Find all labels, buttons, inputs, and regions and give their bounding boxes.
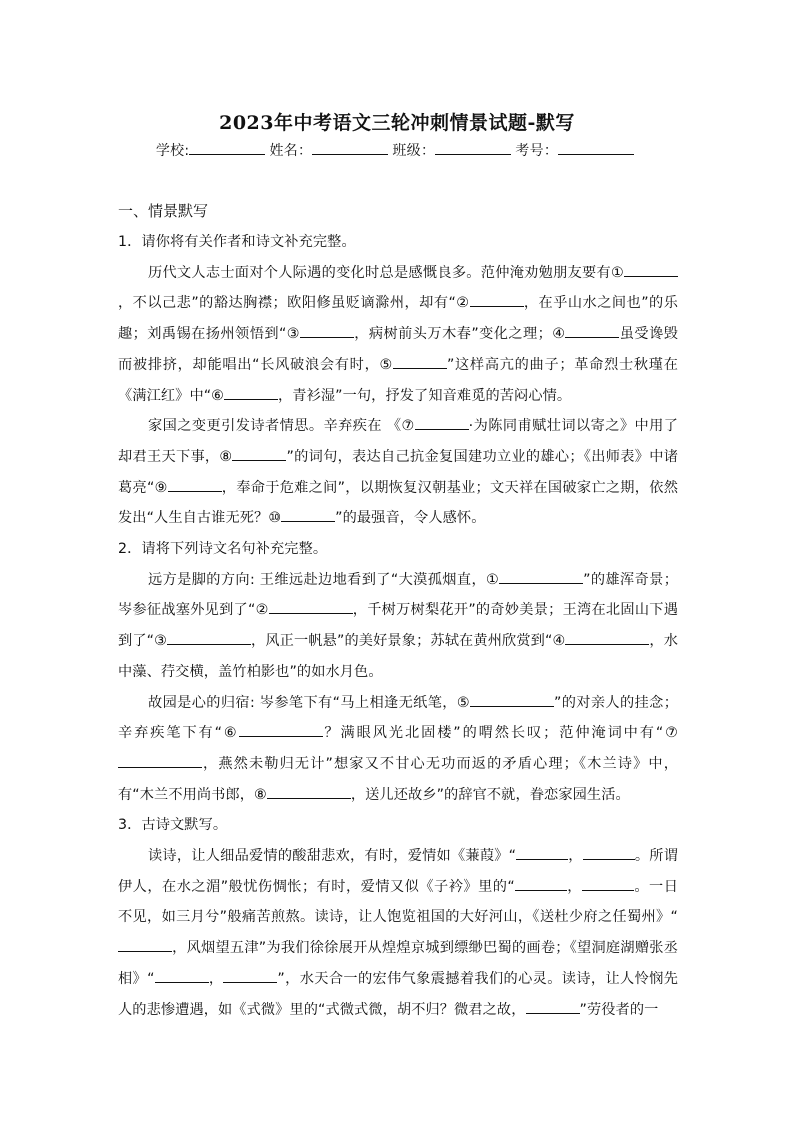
text-run: ，奉命于危难之间”，以期恢复汉朝基业；文天祥在国破家亡之期，依然发出“人生自古谁无死？⑩	[118, 479, 678, 527]
text-run: ，水中藻、荇交横，盖竹柏影也”的如水月色。	[118, 633, 678, 680]
name-blank[interactable]	[312, 140, 388, 155]
question-1-paragraph-1	[118, 258, 678, 412]
text-run: 。所谓伊人，在水之湄”般忧伤惆怅；有时，爱情又似《子衿》里的“	[118, 848, 679, 895]
questions-body	[118, 227, 678, 1025]
answer-blank[interactable]	[281, 521, 335, 522]
question-3-heading: 3．古诗文默写。	[118, 817, 228, 834]
class-label: 班级：	[392, 143, 436, 159]
answer-blank[interactable]	[118, 951, 172, 952]
text-run: ，风正一帆悬”的美好景象；苏轼在黄州欣赏到“④	[251, 633, 566, 650]
text-run: ”的对亲人的挂念；辛弃疾笔下有“⑥	[118, 694, 678, 742]
answer-blank[interactable]	[516, 859, 568, 860]
text-run: ，在乎山水之间也”的乐趣；刘禹锡在扬州领悟到“③	[118, 295, 679, 343]
answer-blank[interactable]	[526, 1013, 580, 1014]
text-run: ，	[566, 878, 582, 895]
answer-blank[interactable]	[223, 982, 277, 983]
text-run: ·为陈同甫赋壮词以寄之》中用了却君王天下事，⑧	[118, 418, 678, 465]
text-run: ，送儿还故乡”的辞官不就，眷恋家园生活。	[350, 786, 630, 803]
text-run: ，	[568, 848, 583, 865]
class-blank[interactable]	[435, 140, 511, 155]
answer-blank[interactable]	[470, 306, 524, 307]
text-run: 虽受谗毁而被排挤，却能唱出“长风破浪会有时，⑤	[118, 326, 678, 373]
text-run: 家国之变更引发诗者情思。辛弃疾在 《⑦	[148, 418, 415, 435]
school-blank[interactable]	[189, 140, 265, 155]
answer-blank[interactable]	[269, 613, 353, 614]
answer-blank[interactable]	[167, 644, 251, 645]
text-run: ，燕然未勒归无计”想家又不甘心无功而返的矛盾心理；《木兰诗》中，有“木兰不用尚书郎，⑧	[118, 755, 678, 803]
answer-blank[interactable]	[415, 429, 469, 430]
school-label: 学校:	[155, 143, 190, 159]
question-2-paragraph-2	[118, 688, 678, 811]
answer-blank[interactable]	[565, 644, 649, 645]
text-run: 历代文人志士面对个人际遇的变化时总是感慨良多。范仲淹劝勉朋友要有①	[148, 264, 624, 281]
text-run: ，风烟望五津”为我们徐徐展开从煌煌京城到缥缈巴蜀的画卷；《望洞庭湖赠张丞相》“	[118, 940, 678, 987]
answer-blank[interactable]	[582, 890, 634, 891]
page-title: 2023年中考语文三轮冲刺情景试题-默写	[219, 112, 575, 134]
text-run: 故园是心的归宿: 岑参笔下有“马上相逢无纸笔，⑤	[148, 694, 470, 711]
name-label: 姓名：	[269, 143, 313, 159]
text-run: ？满眼风光北固楼”的喟然长叹；范仲淹词中有“⑦	[322, 725, 678, 742]
text-run: 远方是脚的方向: 王维远赴边地看到了“大漠孤烟直，①	[148, 571, 500, 588]
question-1-heading: 1．请你将有关作者和诗文补充完整。	[118, 234, 356, 250]
text-run: ”劳役者的一	[579, 1001, 659, 1018]
exam-number-blank[interactable]	[558, 140, 634, 155]
answer-blank[interactable]	[224, 399, 278, 400]
text-run: ”这样高亢的曲子；革命烈士秋瑾在《满江红》中“⑥	[118, 356, 678, 404]
text-run: ，病树前头万木春”变化之理；④	[353, 326, 566, 343]
question-2-heading: 2．请将下列诗文名句补充完整。	[118, 541, 328, 558]
section-heading: 一、情景默写	[118, 202, 209, 220]
answer-blank[interactable]	[393, 368, 447, 369]
question-3-paragraph-1	[118, 841, 678, 1025]
text-run: ，青衫湿”一句，抒发了知音难觅的苦闷心情。	[278, 387, 572, 404]
answer-blank[interactable]	[155, 982, 209, 983]
text-run: 。一日不见，如三月兮”般痛苦煎熬。读诗，让人饱览祖国的大好河山，《送杜少府之任蜀州》“	[118, 878, 678, 926]
text-run: ，	[208, 970, 224, 987]
answer-blank[interactable]	[624, 276, 678, 277]
text-run: ”的雄浑奇景；岑参征战塞外见到了“②	[118, 571, 678, 619]
question-2-paragraph-1	[118, 565, 678, 688]
text-run: ”，水天合一的宏伟气象震撼着我们的心灵。读诗，让人怜悯先人的悲惨遭遇，如《式微》里的“式微式微，胡不归？微君之故，	[118, 970, 678, 1018]
text-run: ”的最强音，令人感怀。	[335, 510, 486, 527]
answer-blank[interactable]	[565, 337, 619, 338]
answer-blank[interactable]	[515, 890, 567, 891]
answer-blank[interactable]	[118, 767, 202, 768]
exam-number-label: 考号：	[515, 143, 559, 159]
text-run: ，不以己悲”的豁达胸襟；欧阳修虽贬谪滁州，却有“②	[118, 295, 470, 312]
student-info-row	[0, 140, 794, 160]
text-run: 读诗，让人细品爱情的酸甜悲欢，有时，爱情如《蒹葭》“	[148, 848, 517, 865]
answer-blank[interactable]	[499, 583, 583, 584]
answer-blank[interactable]	[267, 798, 351, 799]
answer-blank[interactable]	[470, 706, 554, 707]
answer-blank[interactable]	[300, 337, 354, 338]
text-run: ，千树万树梨花开”的奇妙美景；王湾在北固山下遇到了“③	[118, 602, 678, 650]
answer-blank[interactable]	[239, 736, 323, 737]
text-run: ”的词句，表达自己抗金复国建功立业的雄心；《出师表》中诸葛亮“⑨	[118, 448, 678, 496]
answer-blank[interactable]	[583, 859, 635, 860]
answer-blank[interactable]	[168, 491, 222, 492]
answer-blank[interactable]	[232, 460, 286, 461]
question-1-paragraph-2	[118, 411, 678, 534]
